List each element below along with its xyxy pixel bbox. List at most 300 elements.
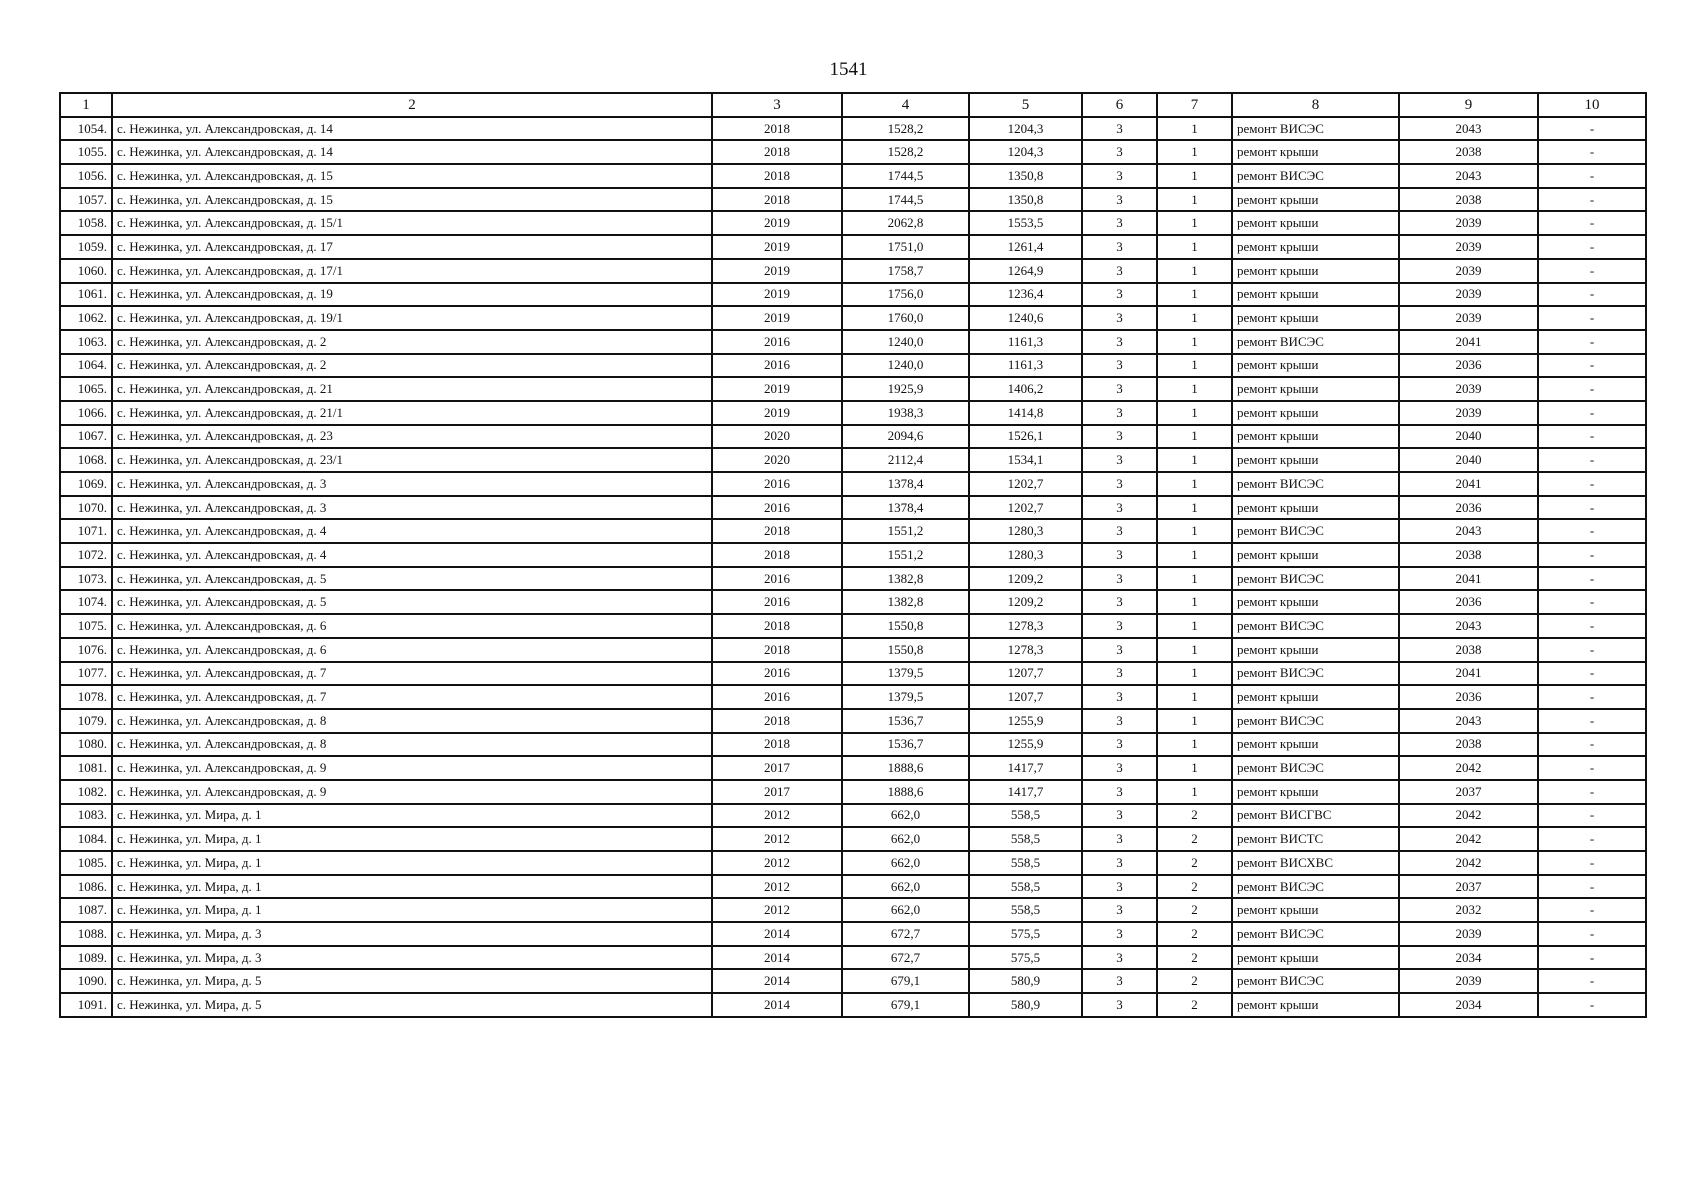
cell-address: с. Нежинка, ул. Александровская, д. 23 xyxy=(112,425,712,449)
cell-note: - xyxy=(1538,638,1646,662)
cell-total-area: 1378,4 xyxy=(842,496,969,520)
cell-note: - xyxy=(1538,590,1646,614)
cell-note: - xyxy=(1538,709,1646,733)
cell-row-number: 1063. xyxy=(60,330,112,354)
cell-address: с. Нежинка, ул. Александровская, д. 15/1 xyxy=(112,211,712,235)
cell-entrances: 2 xyxy=(1157,804,1232,828)
cell-note: - xyxy=(1538,946,1646,970)
cell-row-number: 1061. xyxy=(60,283,112,307)
cell-total-area: 1528,2 xyxy=(842,140,969,164)
cell-planned-year: 2038 xyxy=(1399,543,1538,567)
cell-entrances: 1 xyxy=(1157,425,1232,449)
cell-row-number: 1058. xyxy=(60,211,112,235)
cell-year: 2018 xyxy=(712,709,842,733)
cell-planned-year: 2043 xyxy=(1399,519,1538,543)
cell-address: с. Нежинка, ул. Мира, д. 5 xyxy=(112,969,712,993)
cell-living-area: 558,5 xyxy=(969,875,1082,899)
cell-floors: 3 xyxy=(1082,164,1157,188)
cell-living-area: 1417,7 xyxy=(969,780,1082,804)
cell-floors: 3 xyxy=(1082,259,1157,283)
cell-note: - xyxy=(1538,354,1646,378)
cell-floors: 3 xyxy=(1082,188,1157,212)
table-row xyxy=(60,685,1646,709)
cell-note: - xyxy=(1538,519,1646,543)
cell-floors: 3 xyxy=(1082,283,1157,307)
cell-planned-year: 2041 xyxy=(1399,330,1538,354)
cell-planned-year: 2037 xyxy=(1399,780,1538,804)
cell-entrances: 2 xyxy=(1157,922,1232,946)
cell-planned-year: 2037 xyxy=(1399,875,1538,899)
cell-note: - xyxy=(1538,662,1646,686)
cell-row-number: 1057. xyxy=(60,188,112,212)
cell-note: - xyxy=(1538,211,1646,235)
cell-year: 2016 xyxy=(712,330,842,354)
cell-living-area: 575,5 xyxy=(969,946,1082,970)
cell-planned-year: 2041 xyxy=(1399,472,1538,496)
cell-note: - xyxy=(1538,567,1646,591)
cell-work-type: ремонт ВИСЭС xyxy=(1232,614,1399,638)
cell-floors: 3 xyxy=(1082,235,1157,259)
cell-total-area: 1379,5 xyxy=(842,662,969,686)
cell-address: с. Нежинка, ул. Александровская, д. 15 xyxy=(112,188,712,212)
cell-planned-year: 2038 xyxy=(1399,140,1538,164)
cell-planned-year: 2039 xyxy=(1399,401,1538,425)
cell-entrances: 2 xyxy=(1157,969,1232,993)
cell-work-type: ремонт крыши xyxy=(1232,733,1399,757)
cell-floors: 3 xyxy=(1082,567,1157,591)
cell-address: с. Нежинка, ул. Александровская, д. 3 xyxy=(112,496,712,520)
cell-living-area: 558,5 xyxy=(969,898,1082,922)
cell-year: 2016 xyxy=(712,567,842,591)
cell-living-area: 1236,4 xyxy=(969,283,1082,307)
cell-note: - xyxy=(1538,875,1646,899)
cell-entrances: 1 xyxy=(1157,685,1232,709)
cell-address: с. Нежинка, ул. Александровская, д. 21 xyxy=(112,377,712,401)
table-row xyxy=(60,164,1646,188)
cell-note: - xyxy=(1538,330,1646,354)
cell-entrances: 1 xyxy=(1157,283,1232,307)
cell-entrances: 1 xyxy=(1157,567,1232,591)
cell-floors: 3 xyxy=(1082,472,1157,496)
cell-note: - xyxy=(1538,140,1646,164)
cell-living-area: 1161,3 xyxy=(969,354,1082,378)
cell-living-area: 1255,9 xyxy=(969,709,1082,733)
cell-floors: 3 xyxy=(1082,448,1157,472)
cell-note: - xyxy=(1538,756,1646,780)
cell-year: 2016 xyxy=(712,496,842,520)
cell-total-area: 2094,6 xyxy=(842,425,969,449)
cell-year: 2016 xyxy=(712,354,842,378)
cell-row-number: 1088. xyxy=(60,922,112,946)
cell-row-number: 1068. xyxy=(60,448,112,472)
cell-planned-year: 2039 xyxy=(1399,377,1538,401)
cell-work-type: ремонт ВИСЭС xyxy=(1232,969,1399,993)
cell-entrances: 1 xyxy=(1157,354,1232,378)
cell-total-area: 662,0 xyxy=(842,898,969,922)
cell-total-area: 1760,0 xyxy=(842,306,969,330)
cell-row-number: 1055. xyxy=(60,140,112,164)
cell-work-type: ремонт крыши xyxy=(1232,993,1399,1017)
cell-address: с. Нежинка, ул. Александровская, д. 2 xyxy=(112,330,712,354)
table-row xyxy=(60,543,1646,567)
cell-total-area: 1751,0 xyxy=(842,235,969,259)
cell-living-area: 1414,8 xyxy=(969,401,1082,425)
cell-address: с. Нежинка, ул. Александровская, д. 6 xyxy=(112,614,712,638)
cell-floors: 3 xyxy=(1082,638,1157,662)
cell-entrances: 1 xyxy=(1157,472,1232,496)
cell-address: с. Нежинка, ул. Александровская, д. 8 xyxy=(112,709,712,733)
cell-living-area: 580,9 xyxy=(969,969,1082,993)
cell-address: с. Нежинка, ул. Александровская, д. 2 xyxy=(112,354,712,378)
cell-row-number: 1054. xyxy=(60,117,112,141)
cell-work-type: ремонт крыши xyxy=(1232,377,1399,401)
table-row xyxy=(60,472,1646,496)
cell-total-area: 1379,5 xyxy=(842,685,969,709)
cell-entrances: 1 xyxy=(1157,140,1232,164)
cell-living-area: 558,5 xyxy=(969,804,1082,828)
cell-planned-year: 2039 xyxy=(1399,283,1538,307)
cell-floors: 3 xyxy=(1082,922,1157,946)
cell-work-type: ремонт крыши xyxy=(1232,590,1399,614)
cell-work-type: ремонт ВИСХВС xyxy=(1232,851,1399,875)
cell-row-number: 1075. xyxy=(60,614,112,638)
cell-living-area: 1202,7 xyxy=(969,496,1082,520)
cell-total-area: 662,0 xyxy=(842,827,969,851)
cell-planned-year: 2040 xyxy=(1399,448,1538,472)
cell-living-area: 558,5 xyxy=(969,851,1082,875)
cell-work-type: ремонт крыши xyxy=(1232,543,1399,567)
cell-total-area: 1378,4 xyxy=(842,472,969,496)
table-row xyxy=(60,827,1646,851)
cell-address: с. Нежинка, ул. Александровская, д. 21/1 xyxy=(112,401,712,425)
cell-work-type: ремонт крыши xyxy=(1232,780,1399,804)
cell-note: - xyxy=(1538,164,1646,188)
cell-year: 2016 xyxy=(712,662,842,686)
column-header-5: 5 xyxy=(969,93,1082,117)
cell-planned-year: 2043 xyxy=(1399,117,1538,141)
cell-address: с. Нежинка, ул. Мира, д. 1 xyxy=(112,898,712,922)
cell-work-type: ремонт ВИСЭС xyxy=(1232,922,1399,946)
cell-year: 2019 xyxy=(712,377,842,401)
cell-entrances: 1 xyxy=(1157,211,1232,235)
page-number: 1541 xyxy=(829,59,868,80)
cell-note: - xyxy=(1538,733,1646,757)
column-header-10: 10 xyxy=(1538,93,1646,117)
cell-year: 2012 xyxy=(712,827,842,851)
cell-planned-year: 2039 xyxy=(1399,235,1538,259)
cell-floors: 3 xyxy=(1082,685,1157,709)
cell-work-type: ремонт ВИСЭС xyxy=(1232,117,1399,141)
cell-total-area: 1756,0 xyxy=(842,283,969,307)
cell-entrances: 1 xyxy=(1157,543,1232,567)
cell-living-area: 1278,3 xyxy=(969,638,1082,662)
cell-work-type: ремонт крыши xyxy=(1232,898,1399,922)
cell-living-area: 1209,2 xyxy=(969,590,1082,614)
cell-total-area: 679,1 xyxy=(842,969,969,993)
cell-living-area: 1417,7 xyxy=(969,756,1082,780)
table-row xyxy=(60,259,1646,283)
cell-entrances: 1 xyxy=(1157,780,1232,804)
cell-work-type: ремонт крыши xyxy=(1232,306,1399,330)
cell-address: с. Нежинка, ул. Александровская, д. 17/1 xyxy=(112,259,712,283)
cell-living-area: 1280,3 xyxy=(969,543,1082,567)
cell-work-type: ремонт крыши xyxy=(1232,496,1399,520)
cell-address: с. Нежинка, ул. Александровская, д. 5 xyxy=(112,590,712,614)
cell-work-type: ремонт ВИСЭС xyxy=(1232,756,1399,780)
cell-total-area: 1536,7 xyxy=(842,709,969,733)
cell-living-area: 1350,8 xyxy=(969,164,1082,188)
cell-entrances: 1 xyxy=(1157,377,1232,401)
table-row xyxy=(60,662,1646,686)
cell-address: с. Нежинка, ул. Мира, д. 1 xyxy=(112,851,712,875)
cell-work-type: ремонт крыши xyxy=(1232,188,1399,212)
cell-note: - xyxy=(1538,827,1646,851)
cell-entrances: 1 xyxy=(1157,519,1232,543)
cell-row-number: 1087. xyxy=(60,898,112,922)
table-row xyxy=(60,140,1646,164)
cell-year: 2012 xyxy=(712,804,842,828)
cell-work-type: ремонт ВИСЭС xyxy=(1232,662,1399,686)
cell-planned-year: 2041 xyxy=(1399,567,1538,591)
cell-living-area: 1406,2 xyxy=(969,377,1082,401)
cell-floors: 3 xyxy=(1082,425,1157,449)
cell-living-area: 580,9 xyxy=(969,993,1082,1017)
cell-entrances: 1 xyxy=(1157,117,1232,141)
cell-entrances: 1 xyxy=(1157,756,1232,780)
cell-note: - xyxy=(1538,235,1646,259)
cell-floors: 3 xyxy=(1082,662,1157,686)
cell-planned-year: 2042 xyxy=(1399,756,1538,780)
cell-note: - xyxy=(1538,401,1646,425)
cell-address: с. Нежинка, ул. Мира, д. 1 xyxy=(112,804,712,828)
cell-floors: 3 xyxy=(1082,993,1157,1017)
cell-planned-year: 2036 xyxy=(1399,496,1538,520)
cell-year: 2012 xyxy=(712,851,842,875)
cell-year: 2014 xyxy=(712,922,842,946)
cell-row-number: 1079. xyxy=(60,709,112,733)
cell-planned-year: 2036 xyxy=(1399,354,1538,378)
cell-row-number: 1083. xyxy=(60,804,112,828)
cell-total-area: 1240,0 xyxy=(842,354,969,378)
cell-entrances: 1 xyxy=(1157,164,1232,188)
cell-note: - xyxy=(1538,425,1646,449)
cell-note: - xyxy=(1538,614,1646,638)
cell-planned-year: 2038 xyxy=(1399,638,1538,662)
cell-floors: 3 xyxy=(1082,519,1157,543)
cell-work-type: ремонт ВИСЭС xyxy=(1232,519,1399,543)
cell-total-area: 679,1 xyxy=(842,993,969,1017)
cell-living-area: 1350,8 xyxy=(969,188,1082,212)
housing-repair-table xyxy=(59,92,1647,1018)
table-row xyxy=(60,922,1646,946)
cell-planned-year: 2039 xyxy=(1399,211,1538,235)
cell-address: с. Нежинка, ул. Мира, д. 3 xyxy=(112,922,712,946)
table-row xyxy=(60,804,1646,828)
cell-note: - xyxy=(1538,543,1646,567)
cell-total-area: 1382,8 xyxy=(842,567,969,591)
column-header-8: 8 xyxy=(1232,93,1399,117)
cell-living-area: 1278,3 xyxy=(969,614,1082,638)
cell-total-area: 672,7 xyxy=(842,922,969,946)
cell-planned-year: 2039 xyxy=(1399,259,1538,283)
table-row xyxy=(60,117,1646,141)
table-row xyxy=(60,733,1646,757)
table-row xyxy=(60,211,1646,235)
cell-living-area: 1553,5 xyxy=(969,211,1082,235)
cell-entrances: 2 xyxy=(1157,993,1232,1017)
cell-floors: 3 xyxy=(1082,401,1157,425)
cell-work-type: ремонт крыши xyxy=(1232,946,1399,970)
cell-floors: 3 xyxy=(1082,851,1157,875)
cell-entrances: 1 xyxy=(1157,259,1232,283)
cell-work-type: ремонт крыши xyxy=(1232,638,1399,662)
cell-planned-year: 2041 xyxy=(1399,662,1538,686)
cell-note: - xyxy=(1538,969,1646,993)
column-header-1: 1 xyxy=(60,93,112,117)
cell-work-type: ремонт крыши xyxy=(1232,685,1399,709)
cell-entrances: 1 xyxy=(1157,590,1232,614)
cell-work-type: ремонт крыши xyxy=(1232,448,1399,472)
table-row xyxy=(60,898,1646,922)
table-row xyxy=(60,756,1646,780)
table-row xyxy=(60,614,1646,638)
cell-total-area: 2112,4 xyxy=(842,448,969,472)
cell-living-area: 575,5 xyxy=(969,922,1082,946)
column-header-3: 3 xyxy=(712,93,842,117)
cell-address: с. Нежинка, ул. Александровская, д. 15 xyxy=(112,164,712,188)
cell-year: 2017 xyxy=(712,780,842,804)
cell-living-area: 1161,3 xyxy=(969,330,1082,354)
cell-total-area: 1744,5 xyxy=(842,164,969,188)
cell-total-area: 1550,8 xyxy=(842,614,969,638)
cell-address: с. Нежинка, ул. Александровская, д. 4 xyxy=(112,543,712,567)
cell-work-type: ремонт крыши xyxy=(1232,283,1399,307)
cell-living-area: 1207,7 xyxy=(969,662,1082,686)
cell-address: с. Нежинка, ул. Александровская, д. 19 xyxy=(112,283,712,307)
cell-year: 2014 xyxy=(712,969,842,993)
cell-year: 2012 xyxy=(712,875,842,899)
cell-row-number: 1074. xyxy=(60,590,112,614)
cell-row-number: 1066. xyxy=(60,401,112,425)
column-header-9: 9 xyxy=(1399,93,1538,117)
cell-row-number: 1080. xyxy=(60,733,112,757)
cell-entrances: 2 xyxy=(1157,875,1232,899)
cell-note: - xyxy=(1538,259,1646,283)
table-row xyxy=(60,496,1646,520)
cell-row-number: 1069. xyxy=(60,472,112,496)
cell-floors: 3 xyxy=(1082,969,1157,993)
cell-total-area: 1888,6 xyxy=(842,780,969,804)
cell-year: 2020 xyxy=(712,425,842,449)
cell-row-number: 1060. xyxy=(60,259,112,283)
table-row xyxy=(60,401,1646,425)
cell-year: 2014 xyxy=(712,946,842,970)
cell-year: 2016 xyxy=(712,685,842,709)
cell-address: с. Нежинка, ул. Александровская, д. 19/1 xyxy=(112,306,712,330)
column-header-4: 4 xyxy=(842,93,969,117)
cell-planned-year: 2038 xyxy=(1399,733,1538,757)
cell-living-area: 1202,7 xyxy=(969,472,1082,496)
cell-living-area: 1280,3 xyxy=(969,519,1082,543)
cell-floors: 3 xyxy=(1082,496,1157,520)
cell-address: с. Нежинка, ул. Александровская, д. 5 xyxy=(112,567,712,591)
cell-address: с. Нежинка, ул. Александровская, д. 6 xyxy=(112,638,712,662)
cell-year: 2017 xyxy=(712,756,842,780)
column-header-7: 7 xyxy=(1157,93,1232,117)
table-row xyxy=(60,354,1646,378)
cell-address: с. Нежинка, ул. Мира, д. 1 xyxy=(112,827,712,851)
cell-address: с. Нежинка, ул. Мира, д. 5 xyxy=(112,993,712,1017)
cell-row-number: 1076. xyxy=(60,638,112,662)
cell-address: с. Нежинка, ул. Александровская, д. 9 xyxy=(112,780,712,804)
table-row xyxy=(60,709,1646,733)
cell-note: - xyxy=(1538,472,1646,496)
cell-year: 2018 xyxy=(712,638,842,662)
cell-row-number: 1071. xyxy=(60,519,112,543)
cell-work-type: ремонт крыши xyxy=(1232,235,1399,259)
cell-note: - xyxy=(1538,377,1646,401)
cell-floors: 3 xyxy=(1082,709,1157,733)
cell-living-area: 1264,9 xyxy=(969,259,1082,283)
cell-entrances: 1 xyxy=(1157,235,1232,259)
cell-planned-year: 2034 xyxy=(1399,993,1538,1017)
cell-year: 2018 xyxy=(712,519,842,543)
cell-entrances: 1 xyxy=(1157,662,1232,686)
cell-work-type: ремонт крыши xyxy=(1232,211,1399,235)
cell-entrances: 1 xyxy=(1157,496,1232,520)
cell-entrances: 2 xyxy=(1157,946,1232,970)
cell-row-number: 1078. xyxy=(60,685,112,709)
cell-note: - xyxy=(1538,496,1646,520)
cell-floors: 3 xyxy=(1082,875,1157,899)
cell-note: - xyxy=(1538,922,1646,946)
table-row xyxy=(60,851,1646,875)
cell-planned-year: 2039 xyxy=(1399,969,1538,993)
cell-entrances: 1 xyxy=(1157,330,1232,354)
cell-living-area: 1204,3 xyxy=(969,117,1082,141)
cell-total-area: 1382,8 xyxy=(842,590,969,614)
cell-entrances: 1 xyxy=(1157,401,1232,425)
cell-planned-year: 2032 xyxy=(1399,898,1538,922)
cell-row-number: 1059. xyxy=(60,235,112,259)
cell-year: 2019 xyxy=(712,211,842,235)
cell-living-area: 1209,2 xyxy=(969,567,1082,591)
cell-row-number: 1085. xyxy=(60,851,112,875)
cell-note: - xyxy=(1538,188,1646,212)
cell-planned-year: 2040 xyxy=(1399,425,1538,449)
cell-living-area: 558,5 xyxy=(969,827,1082,851)
cell-planned-year: 2043 xyxy=(1399,709,1538,733)
table-row xyxy=(60,330,1646,354)
cell-floors: 3 xyxy=(1082,733,1157,757)
cell-note: - xyxy=(1538,851,1646,875)
cell-work-type: ремонт ВИСЭС xyxy=(1232,567,1399,591)
cell-address: с. Нежинка, ул. Александровская, д. 14 xyxy=(112,140,712,164)
cell-note: - xyxy=(1538,804,1646,828)
cell-floors: 3 xyxy=(1082,117,1157,141)
table-row xyxy=(60,638,1646,662)
cell-floors: 3 xyxy=(1082,211,1157,235)
cell-entrances: 1 xyxy=(1157,709,1232,733)
cell-entrances: 2 xyxy=(1157,851,1232,875)
cell-year: 2018 xyxy=(712,164,842,188)
cell-total-area: 662,0 xyxy=(842,851,969,875)
cell-floors: 3 xyxy=(1082,590,1157,614)
cell-work-type: ремонт крыши xyxy=(1232,401,1399,425)
cell-planned-year: 2036 xyxy=(1399,685,1538,709)
table-row xyxy=(60,448,1646,472)
cell-floors: 3 xyxy=(1082,140,1157,164)
